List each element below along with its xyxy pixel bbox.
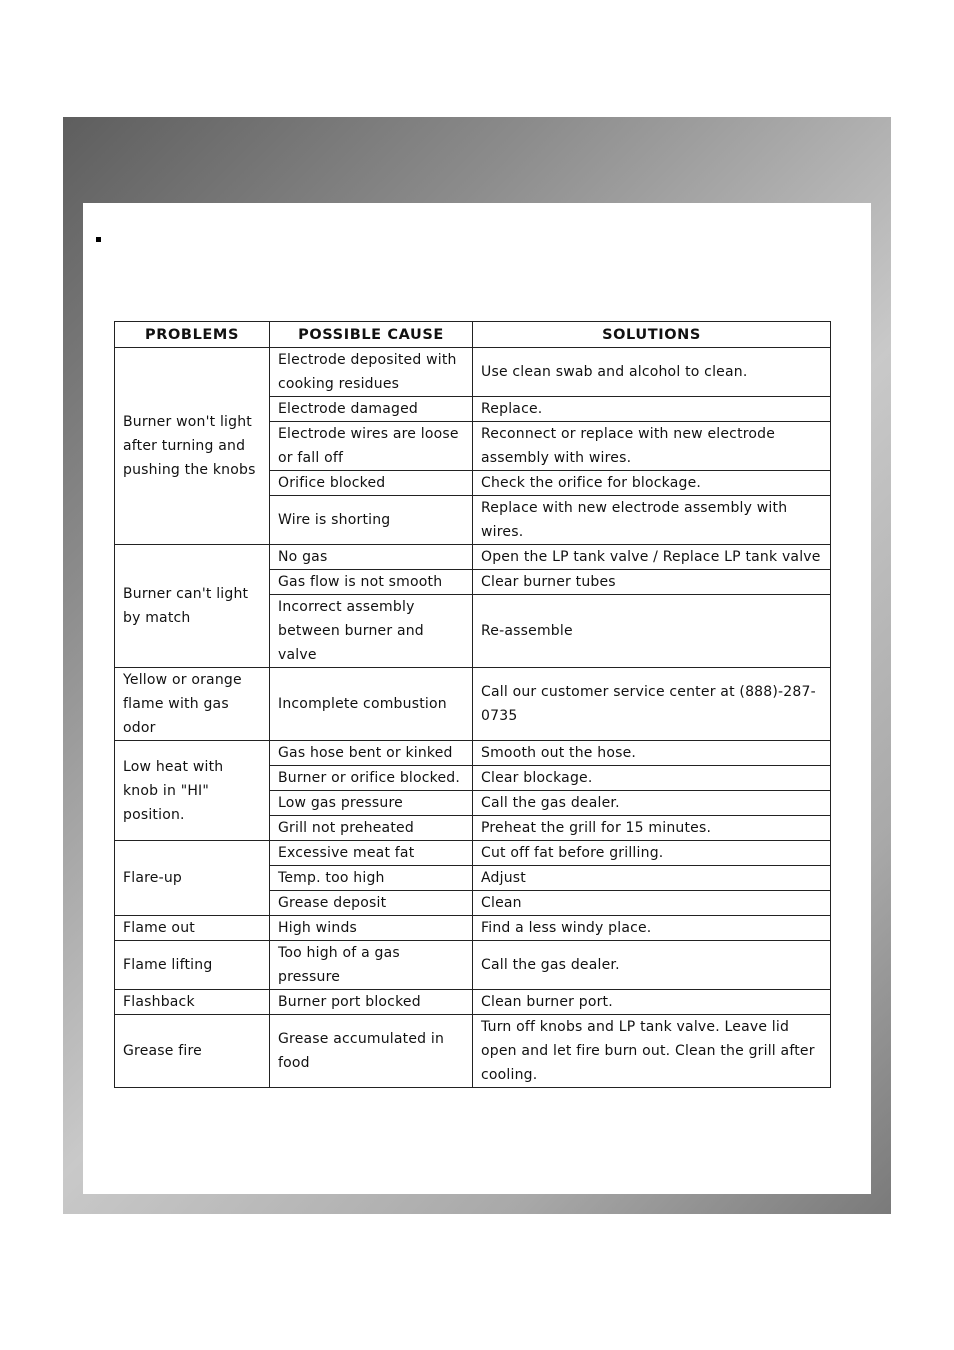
table-row xyxy=(115,990,831,1015)
cause-cell: Burner port blocked xyxy=(270,990,473,1015)
table-row xyxy=(115,1015,831,1088)
table-row xyxy=(115,941,831,990)
solution-cell: Turn off knobs and LP tank valve. Leave lid open and let fire burn out. Clean the grill after cooling. xyxy=(473,1015,831,1088)
solution-cell: Re-assemble xyxy=(473,595,831,668)
solution-cell: Smooth out the hose. xyxy=(473,741,831,766)
solution-cell: Cut off fat before grilling. xyxy=(473,841,831,866)
cause-cell: Low gas pressure xyxy=(270,791,473,816)
solution-cell: Preheat the grill for 15 minutes. xyxy=(473,816,831,841)
cause-cell: Too high of a gas pressure xyxy=(270,941,473,990)
cause-cell: Orifice blocked xyxy=(270,471,473,496)
cause-cell: Grease accumulated in food xyxy=(270,1015,473,1088)
solution-cell: Call the gas dealer. xyxy=(473,791,831,816)
cause-cell: No gas xyxy=(270,545,473,570)
header-possible-cause: POSSIBLE CAUSE xyxy=(270,322,473,348)
solution-cell: Open the LP tank valve / Replace LP tank valve xyxy=(473,545,831,570)
cause-cell: Grease deposit xyxy=(270,891,473,916)
solution-cell: Use clean swab and alcohol to clean. xyxy=(473,348,831,397)
problem-cell: Yellow or orange flame with gas odor xyxy=(115,668,270,741)
problem-cell: Flare-up xyxy=(115,841,270,916)
cause-cell: Incomplete combustion xyxy=(270,668,473,741)
solution-cell: Call our customer service center at (888)-287-0735 xyxy=(473,668,831,741)
cause-cell: Electrode deposited with cooking residues xyxy=(270,348,473,397)
problem-cell: Burner can't light by match xyxy=(115,545,270,668)
cause-cell: Excessive meat fat xyxy=(270,841,473,866)
header-problems: PROBLEMS xyxy=(115,322,270,348)
header-solutions: SOLUTIONS xyxy=(473,322,831,348)
solution-cell: Adjust xyxy=(473,866,831,891)
cause-cell: Gas hose bent or kinked xyxy=(270,741,473,766)
table-row xyxy=(115,348,831,397)
solution-cell: Replace with new electrode assembly with wires. xyxy=(473,496,831,545)
solution-cell: Replace. xyxy=(473,397,831,422)
troubleshooting-table xyxy=(114,321,831,1088)
solution-cell: Clean burner port. xyxy=(473,990,831,1015)
solution-cell: Clear burner tubes xyxy=(473,570,831,595)
problem-cell: Flame out xyxy=(115,916,270,941)
cause-cell: Gas flow is not smooth xyxy=(270,570,473,595)
problem-cell: Flame lifting xyxy=(115,941,270,990)
table-header-row xyxy=(115,322,831,348)
table-row xyxy=(115,545,831,570)
cause-cell: High winds xyxy=(270,916,473,941)
cause-cell: Wire is shorting xyxy=(270,496,473,545)
table-row xyxy=(115,741,831,766)
bullet-marker xyxy=(96,237,101,242)
cause-cell: Incorrect assembly between burner and valve xyxy=(270,595,473,668)
solution-cell: Clean xyxy=(473,891,831,916)
problem-cell: Grease fire xyxy=(115,1015,270,1088)
solution-cell: Call the gas dealer. xyxy=(473,941,831,990)
cause-cell: Temp. too high xyxy=(270,866,473,891)
cause-cell: Electrode damaged xyxy=(270,397,473,422)
problem-cell: Flashback xyxy=(115,990,270,1015)
table-row xyxy=(115,841,831,866)
solution-cell: Reconnect or replace with new electrode assembly with wires. xyxy=(473,422,831,471)
cause-cell: Burner or orifice blocked. xyxy=(270,766,473,791)
table-row xyxy=(115,916,831,941)
solution-cell: Find a less windy place. xyxy=(473,916,831,941)
problem-cell: Low heat with knob in "HI" position. xyxy=(115,741,270,841)
solution-cell: Check the orifice for blockage. xyxy=(473,471,831,496)
problem-cell: Burner won't light after turning and pushing the knobs xyxy=(115,348,270,545)
cause-cell: Electrode wires are loose or fall off xyxy=(270,422,473,471)
solution-cell: Clear blockage. xyxy=(473,766,831,791)
cause-cell: Grill not preheated xyxy=(270,816,473,841)
table-row xyxy=(115,668,831,741)
